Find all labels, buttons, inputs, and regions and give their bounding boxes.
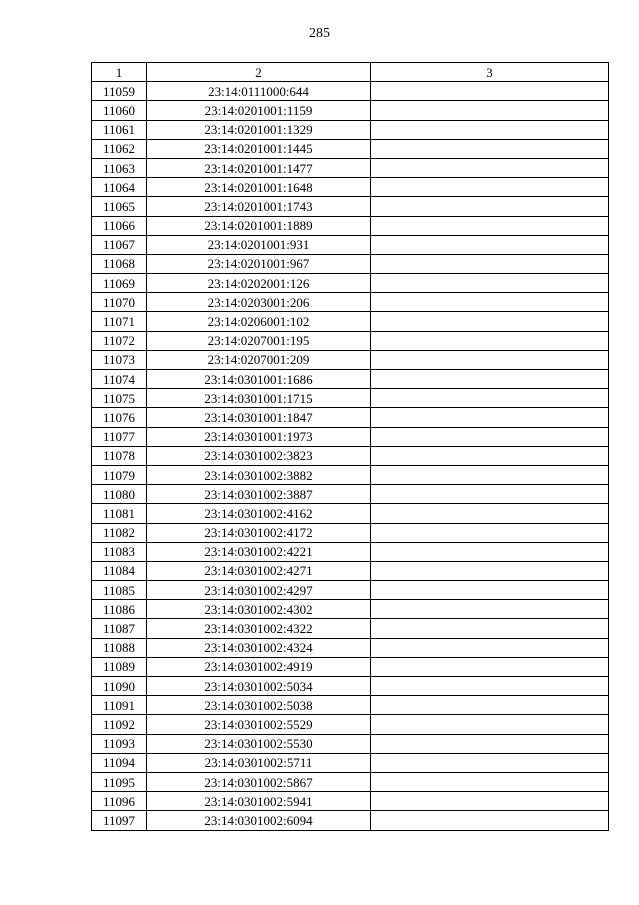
row-number-cell: 11062 bbox=[92, 139, 147, 158]
table-row bbox=[92, 677, 609, 696]
cadastral-number-cell: 23:14:0201001:1743 bbox=[147, 197, 371, 216]
row-number-cell: 11069 bbox=[92, 274, 147, 293]
table-row bbox=[92, 331, 609, 350]
cadastral-number-cell: 23:14:0301002:5530 bbox=[147, 734, 371, 753]
note-cell bbox=[371, 677, 609, 696]
note-cell bbox=[371, 350, 609, 369]
note-cell bbox=[371, 254, 609, 273]
cadastral-number-cell: 23:14:0201001:1159 bbox=[147, 101, 371, 120]
table-row bbox=[92, 619, 609, 638]
table-row bbox=[92, 158, 609, 177]
note-cell bbox=[371, 696, 609, 715]
cadastral-number-cell: 23:14:0207001:209 bbox=[147, 350, 371, 369]
table-row bbox=[92, 120, 609, 139]
table-header-row bbox=[92, 63, 609, 82]
table-row bbox=[92, 657, 609, 676]
cadastral-number-cell: 23:14:0301001:1715 bbox=[147, 389, 371, 408]
table-row bbox=[92, 408, 609, 427]
note-cell bbox=[371, 427, 609, 446]
row-number-cell: 11096 bbox=[92, 792, 147, 811]
note-cell bbox=[371, 158, 609, 177]
row-number-cell: 11072 bbox=[92, 331, 147, 350]
row-number-cell: 11085 bbox=[92, 581, 147, 600]
row-number-cell: 11093 bbox=[92, 734, 147, 753]
cadastral-number-cell: 23:14:0301001:1973 bbox=[147, 427, 371, 446]
table-row bbox=[92, 82, 609, 101]
cadastral-number-cell: 23:14:0301002:5711 bbox=[147, 753, 371, 772]
row-number-cell: 11066 bbox=[92, 216, 147, 235]
table-row bbox=[92, 696, 609, 715]
cadastral-number-cell: 23:14:0202001:126 bbox=[147, 274, 371, 293]
table-row bbox=[92, 542, 609, 561]
table-row bbox=[92, 254, 609, 273]
row-number-cell: 11063 bbox=[92, 158, 147, 177]
note-cell bbox=[371, 235, 609, 254]
note-cell bbox=[371, 753, 609, 772]
row-number-cell: 11097 bbox=[92, 811, 147, 830]
row-number-cell: 11077 bbox=[92, 427, 147, 446]
table-row bbox=[92, 561, 609, 580]
note-cell bbox=[371, 657, 609, 676]
cadastral-number-cell: 23:14:0301002:5867 bbox=[147, 772, 371, 791]
row-number-cell: 11078 bbox=[92, 446, 147, 465]
note-cell bbox=[371, 293, 609, 312]
row-number-cell: 11084 bbox=[92, 561, 147, 580]
note-cell bbox=[371, 638, 609, 657]
note-cell bbox=[371, 312, 609, 331]
cadastral-number-cell: 23:14:0206001:102 bbox=[147, 312, 371, 331]
note-cell bbox=[371, 811, 609, 830]
cadastral-number-cell: 23:14:0201001:1889 bbox=[147, 216, 371, 235]
row-number-cell: 11082 bbox=[92, 523, 147, 542]
table-row bbox=[92, 600, 609, 619]
table-row bbox=[92, 523, 609, 542]
note-cell bbox=[371, 101, 609, 120]
cadastral-number-cell: 23:14:0301002:5941 bbox=[147, 792, 371, 811]
cadastral-number-cell: 23:14:0301002:4221 bbox=[147, 542, 371, 561]
table-row bbox=[92, 216, 609, 235]
table-row bbox=[92, 638, 609, 657]
cadastral-number-cell: 23:14:0301002:4172 bbox=[147, 523, 371, 542]
column-header-3: 3 bbox=[371, 63, 609, 82]
row-number-cell: 11075 bbox=[92, 389, 147, 408]
cadastral-number-cell: 23:14:0301002:4322 bbox=[147, 619, 371, 638]
page-number: 285 bbox=[309, 26, 330, 41]
note-cell bbox=[371, 446, 609, 465]
note-cell bbox=[371, 619, 609, 638]
cadastral-number-cell: 23:14:0301002:4162 bbox=[147, 504, 371, 523]
row-number-cell: 11079 bbox=[92, 465, 147, 484]
row-number-cell: 11064 bbox=[92, 178, 147, 197]
cadastral-number-cell: 23:14:0301002:3823 bbox=[147, 446, 371, 465]
row-number-cell: 11091 bbox=[92, 696, 147, 715]
table-row bbox=[92, 427, 609, 446]
note-cell bbox=[371, 734, 609, 753]
note-cell bbox=[371, 772, 609, 791]
row-number-cell: 11076 bbox=[92, 408, 147, 427]
note-cell bbox=[371, 504, 609, 523]
table-row bbox=[92, 293, 609, 312]
table-row bbox=[92, 465, 609, 484]
cadastral-number-cell: 23:14:0201001:1477 bbox=[147, 158, 371, 177]
table-row bbox=[92, 197, 609, 216]
row-number-cell: 11059 bbox=[92, 82, 147, 101]
row-number-cell: 11074 bbox=[92, 370, 147, 389]
table-row bbox=[92, 101, 609, 120]
note-cell bbox=[371, 523, 609, 542]
table-row bbox=[92, 312, 609, 331]
row-number-cell: 11070 bbox=[92, 293, 147, 312]
note-cell bbox=[371, 715, 609, 734]
cadastral-number-cell: 23:14:0301001:1847 bbox=[147, 408, 371, 427]
cadastral-number-cell: 23:14:0201001:1648 bbox=[147, 178, 371, 197]
cadastral-number-cell: 23:14:0201001:1445 bbox=[147, 139, 371, 158]
note-cell bbox=[371, 178, 609, 197]
table-row bbox=[92, 581, 609, 600]
table-row bbox=[92, 274, 609, 293]
row-number-cell: 11086 bbox=[92, 600, 147, 619]
note-cell bbox=[371, 561, 609, 580]
table-row bbox=[92, 389, 609, 408]
table-row bbox=[92, 350, 609, 369]
note-cell bbox=[371, 370, 609, 389]
row-number-cell: 11068 bbox=[92, 254, 147, 273]
note-cell bbox=[371, 408, 609, 427]
cadastral-number-cell: 23:14:0301002:3887 bbox=[147, 485, 371, 504]
cadastral-number-cell: 23:14:0301002:4919 bbox=[147, 657, 371, 676]
table-row bbox=[92, 734, 609, 753]
column-header-1: 1 bbox=[92, 63, 147, 82]
table-row bbox=[92, 811, 609, 830]
table-row bbox=[92, 504, 609, 523]
cadastral-number-cell: 23:14:0201001:1329 bbox=[147, 120, 371, 139]
cadastral-table bbox=[91, 62, 609, 831]
table-row bbox=[92, 235, 609, 254]
table-row bbox=[92, 446, 609, 465]
note-cell bbox=[371, 82, 609, 101]
row-number-cell: 11080 bbox=[92, 485, 147, 504]
row-number-cell: 11061 bbox=[92, 120, 147, 139]
column-header-2: 2 bbox=[147, 63, 371, 82]
note-cell bbox=[371, 274, 609, 293]
row-number-cell: 11081 bbox=[92, 504, 147, 523]
row-number-cell: 11065 bbox=[92, 197, 147, 216]
cadastral-number-cell: 23:14:0201001:967 bbox=[147, 254, 371, 273]
row-number-cell: 11090 bbox=[92, 677, 147, 696]
row-number-cell: 11088 bbox=[92, 638, 147, 657]
cadastral-number-cell: 23:14:0201001:931 bbox=[147, 235, 371, 254]
note-cell bbox=[371, 792, 609, 811]
cadastral-number-cell: 23:14:0203001:206 bbox=[147, 293, 371, 312]
table-row bbox=[92, 792, 609, 811]
table-row bbox=[92, 715, 609, 734]
note-cell bbox=[371, 139, 609, 158]
row-number-cell: 11060 bbox=[92, 101, 147, 120]
note-cell bbox=[371, 331, 609, 350]
note-cell bbox=[371, 120, 609, 139]
row-number-cell: 11087 bbox=[92, 619, 147, 638]
row-number-cell: 11083 bbox=[92, 542, 147, 561]
row-number-cell: 11092 bbox=[92, 715, 147, 734]
note-cell bbox=[371, 581, 609, 600]
cadastral-number-cell: 23:14:0301002:4324 bbox=[147, 638, 371, 657]
cadastral-number-cell: 23:14:0301002:6094 bbox=[147, 811, 371, 830]
note-cell bbox=[371, 485, 609, 504]
table-body bbox=[92, 82, 609, 830]
table-row bbox=[92, 139, 609, 158]
table-row bbox=[92, 370, 609, 389]
cadastral-number-cell: 23:14:0301002:4302 bbox=[147, 600, 371, 619]
row-number-cell: 11095 bbox=[92, 772, 147, 791]
table-row bbox=[92, 178, 609, 197]
note-cell bbox=[371, 600, 609, 619]
cadastral-number-cell: 23:14:0301002:4297 bbox=[147, 581, 371, 600]
cadastral-number-cell: 23:14:0301002:3882 bbox=[147, 465, 371, 484]
cadastral-number-cell: 23:14:0207001:195 bbox=[147, 331, 371, 350]
row-number-cell: 11067 bbox=[92, 235, 147, 254]
table-row bbox=[92, 753, 609, 772]
cadastral-number-cell: 23:14:0301002:5034 bbox=[147, 677, 371, 696]
row-number-cell: 11073 bbox=[92, 350, 147, 369]
table-row bbox=[92, 772, 609, 791]
cadastral-number-cell: 23:14:0301002:4271 bbox=[147, 561, 371, 580]
row-number-cell: 11094 bbox=[92, 753, 147, 772]
cadastral-number-cell: 23:14:0301001:1686 bbox=[147, 370, 371, 389]
cadastral-number-cell: 23:14:0301002:5529 bbox=[147, 715, 371, 734]
note-cell bbox=[371, 465, 609, 484]
cadastral-number-cell: 23:14:0111000:644 bbox=[147, 82, 371, 101]
row-number-cell: 11089 bbox=[92, 657, 147, 676]
note-cell bbox=[371, 542, 609, 561]
row-number-cell: 11071 bbox=[92, 312, 147, 331]
note-cell bbox=[371, 389, 609, 408]
table-row bbox=[92, 485, 609, 504]
note-cell bbox=[371, 216, 609, 235]
cadastral-number-cell: 23:14:0301002:5038 bbox=[147, 696, 371, 715]
note-cell bbox=[371, 197, 609, 216]
